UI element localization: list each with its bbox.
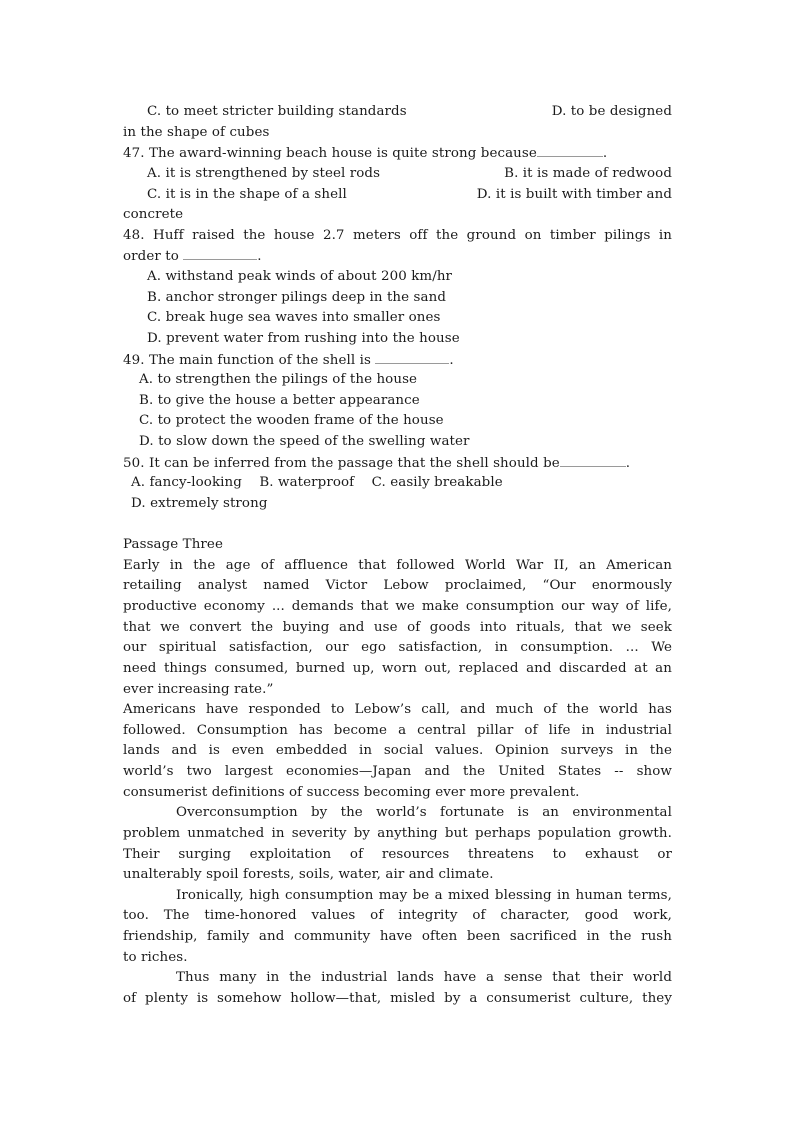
q47-options-cd [123,185,672,206]
passage-line: that we convert the buying and use of goods into rituals, that we seek [123,619,672,635]
q48-stem-end: . [257,249,262,265]
q46-options-line [123,102,672,123]
q49-stem-text: 49. The main function of the shell is [123,352,376,368]
q49-option-d: D. to slow down the speed of the swelling water [139,434,470,449]
q47-option-d-cont: concrete [123,207,184,223]
passage-line: Their surging exploitation of resources threatens to exhaust or [123,846,672,862]
q49-stem-end: . [449,352,454,368]
q48-stem-line1: 48. Huff raised the house 2.7 meters off the ground on timber pilings in [123,227,672,243]
q48-option-c: C. break huge sea waves into smaller ones [147,310,441,326]
passage-line: unalterably spoil forests, soils, water, air and climate. [123,867,494,883]
exam-page [123,102,672,1010]
passage-line: consumerist definitions of success becoming ever more prevalent. [123,784,580,800]
passage-line: Ironically, high consumption may be a mixed blessing in human terms, [176,887,672,903]
q50-stem [123,453,672,474]
q49-option-c: C. to protect the wooden frame of the house [139,413,444,429]
passage-line: Americans have responded to Lebow’s call, and much of the world has [123,702,672,718]
q48-option-a: A. withstand peak winds of about 200 km/hr [147,269,453,284]
q50-options-line1: A. fancy-looking B. waterproof C. easily breakable [131,475,503,491]
answer-blank [183,246,257,260]
passage-line: of plenty is somehow hollow—that, misled by a consumerist culture, they [123,990,672,1006]
q48-option-d: D. prevent water from rushing into the house [147,330,460,346]
q47-stem-text: 47. The award-winning beach house is quite strong because [123,146,537,162]
q49-option-b: B. to give the house a better appearance [139,392,420,408]
passage-line: too. The time-honored values of integrity of character, good work, [123,908,672,924]
passage-title: Passage Three [123,537,223,553]
passage-line: to riches. [123,949,188,965]
q47-option-c: C. it is in the shape of a shell [147,186,347,202]
q49-option-a: A. to strengthen the pilings of the house [139,372,418,388]
q47-stem [123,143,672,164]
passage-line: Early in the age of affluence that followed World War II, an American [123,557,672,573]
q46-option-d: D. to be designed [551,104,672,119]
passage-line: productive economy ... demands that we make consumption our way of life, [123,599,672,614]
q47-option-a: A. it is strengthened by steel rods [147,165,381,181]
q48-stem-text: order to [123,249,184,265]
q48-option-b: B. anchor stronger pilings deep in the sand [147,289,446,305]
spacer [123,515,672,536]
answer-blank [375,350,449,364]
q49-stem [123,350,672,371]
passage-line: ever increasing rate.” [123,681,274,697]
passage-line: our spiritual satisfaction, our ego satisfaction, in consumption. ... We [123,640,672,656]
answer-blank [560,453,626,467]
q46-option-c: C. to meet stricter building standards [147,104,407,119]
passage-line: Thus many in the industrial lands have a sense that their world [176,970,672,986]
passage-line: Overconsumption by the world’s fortunate is an environmental [176,805,672,821]
passage-line: world’s two largest economies—Japan and the United States -- show [123,764,672,779]
passage-line: problem unmatched in severity by anything but perhaps population growth. [123,825,672,841]
q47-stem-end: . [602,146,608,162]
q47-option-d: D. it is built with timber and [476,186,672,202]
passage-line: followed. Consumption has become a central pillar of life in industrial [123,722,672,738]
answer-blank [537,143,603,157]
q50-stem-text: 50. It can be inferred from the passage that the shell should be [123,455,560,471]
q50-stem-end: . [625,455,631,471]
passage-line: lands and is even embedded in social values. Opinion surveys in the [123,743,672,759]
q46-option-d-cont: in the shape of cubes [123,124,270,140]
passage-line: retailing analyst named Victor Lebow proclaimed, “Our enormously [123,578,672,594]
q50-options-line2: D. extremely strong [131,495,268,511]
q48-stem-line2 [123,246,672,267]
passage-line: need things consumed, burned up, worn out, replaced and discarded at an [123,660,672,676]
q47-option-b: B. it is made of redwood [504,165,672,181]
passage-line: friendship, family and community have often been sacrificed in the rush [123,929,672,944]
q47-options-ab [123,164,672,185]
